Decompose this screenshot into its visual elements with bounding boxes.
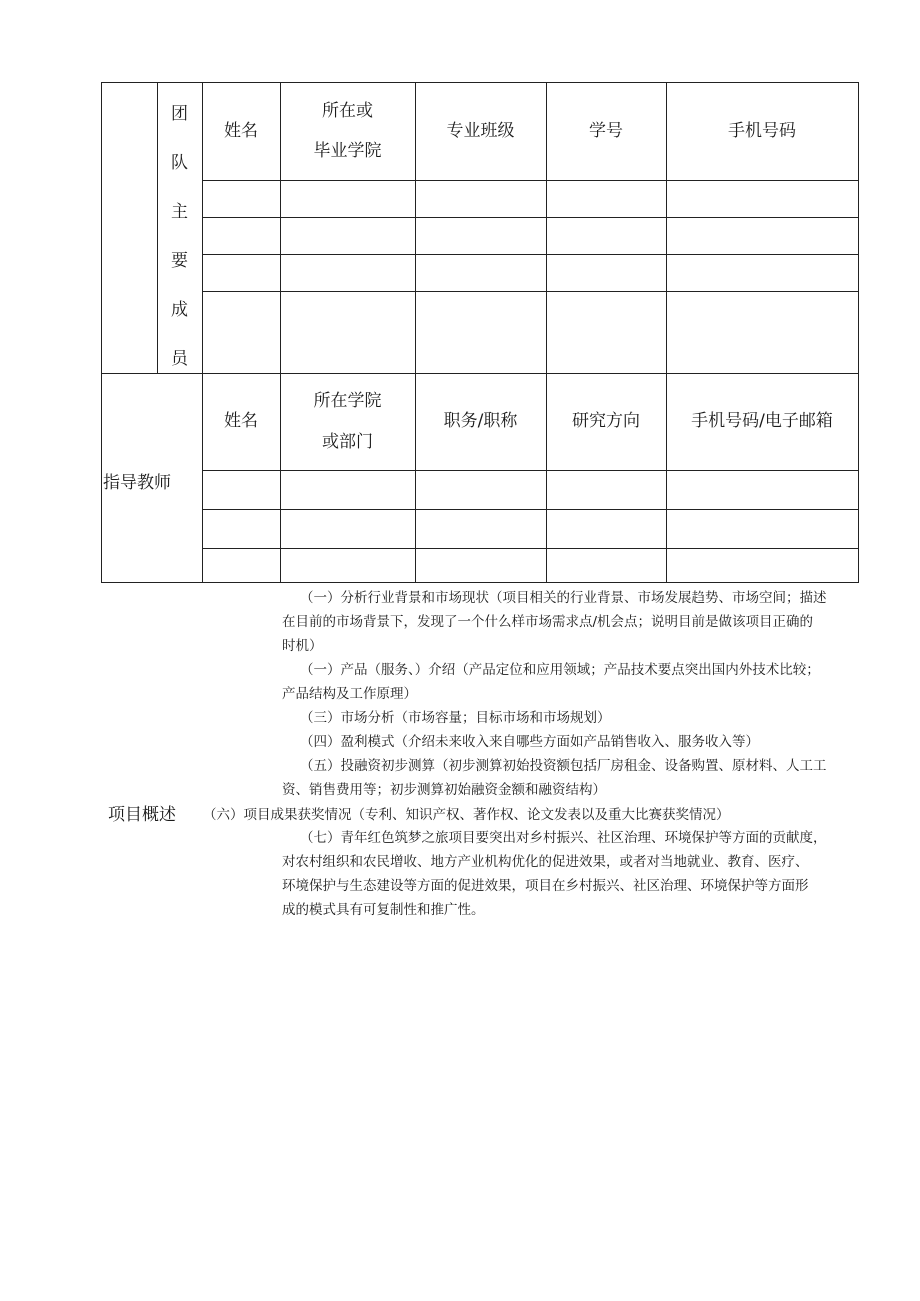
table-border-bottom: [101, 582, 859, 583]
team-row-line: [202, 217, 859, 218]
advisor-header-title: 职务/职称: [443, 411, 518, 432]
overview-item-4-line: （四）盈利模式（介绍未来收入来自哪些方面如产品销售收入、服务收入等）: [300, 734, 759, 750]
team-header-major-class: 专业班级: [446, 120, 515, 141]
table-border-left: [101, 82, 102, 583]
overview-item-3-line: （三）市场分析（市场容量；目标市场和市场规划）: [300, 710, 611, 726]
overview-item-5-line: （五）投融资初步测算（初步测算初始投资额包括厂房租金、设备购置、原材料、人工工: [300, 758, 827, 774]
team-header-student-id: 学号: [589, 120, 623, 141]
overview-item-5-line: 资、销售费用等；初步测算初始融资金额和融资结构）: [282, 782, 606, 798]
team-header-bottom: [202, 180, 859, 181]
advisor-header-name: 姓名: [224, 411, 258, 432]
team-header-name: 姓名: [224, 120, 258, 141]
overview-item-2-line: （一）产品（服务、）介绍（产品定位和应用领域；产品技术要点突出国内外技术比较；: [300, 662, 820, 678]
team-row-line: [202, 254, 859, 255]
advisor-header-research: 研究方向: [572, 411, 640, 432]
advisor-label: 指导教师: [103, 473, 171, 493]
advisor-row-line: [202, 509, 859, 510]
advisor-header-bottom: [202, 470, 859, 471]
table-border-right: [858, 82, 859, 583]
overview-item-7-line: 成的模式具有可复制性和推广性。: [282, 902, 485, 918]
overview-item-6-line: （六）项目成果获奖情况（专利、知识产权、著作权、论文发表以及重大比赛获奖情况）: [203, 807, 730, 823]
overview-item-1-line: （一）分析行业背景和市场现状（项目相关的行业背景、市场发展趋势、市场空间；描述: [300, 590, 827, 606]
overview-item-7-line: 对农村组织和农民增收、地方产业机构优化的促进效果，或者对当地就业、教育、医疗、: [282, 854, 809, 870]
team-row-line: [202, 291, 859, 292]
project-overview-text: [282, 586, 862, 922]
team-members-label: 团 队 主 要 成 员: [171, 104, 188, 369]
advisor-header-contact: 手机号码/电子邮箱: [691, 411, 833, 432]
project-overview-label: 项目概述: [108, 805, 176, 825]
overview-item-7-line: 环境保护与生态建设等方面的促进效果，项目在乡村振兴、社区治理、环境保护等方面形: [282, 878, 809, 894]
advisor-header-school: 所在学院 或部门: [313, 391, 382, 452]
overview-item-7-line: （七）青年红色筑梦之旅项目要突出对乡村振兴、社区治理、环境保护等方面的贡献度，: [300, 830, 827, 846]
overview-item-2-line: 产品结构及工作原理）: [282, 686, 417, 702]
overview-item-1-line: 在目前的市场背景下，发现了一个什么样市场需求点/机会点；说明目前是做该项目正确的: [282, 614, 814, 630]
team-header-school: 所在或 毕业学院: [313, 100, 382, 161]
advisor-row-line: [202, 548, 859, 549]
overview-item-1-line: 时机）: [282, 638, 323, 654]
team-header-phone: 手机号码: [728, 120, 796, 141]
